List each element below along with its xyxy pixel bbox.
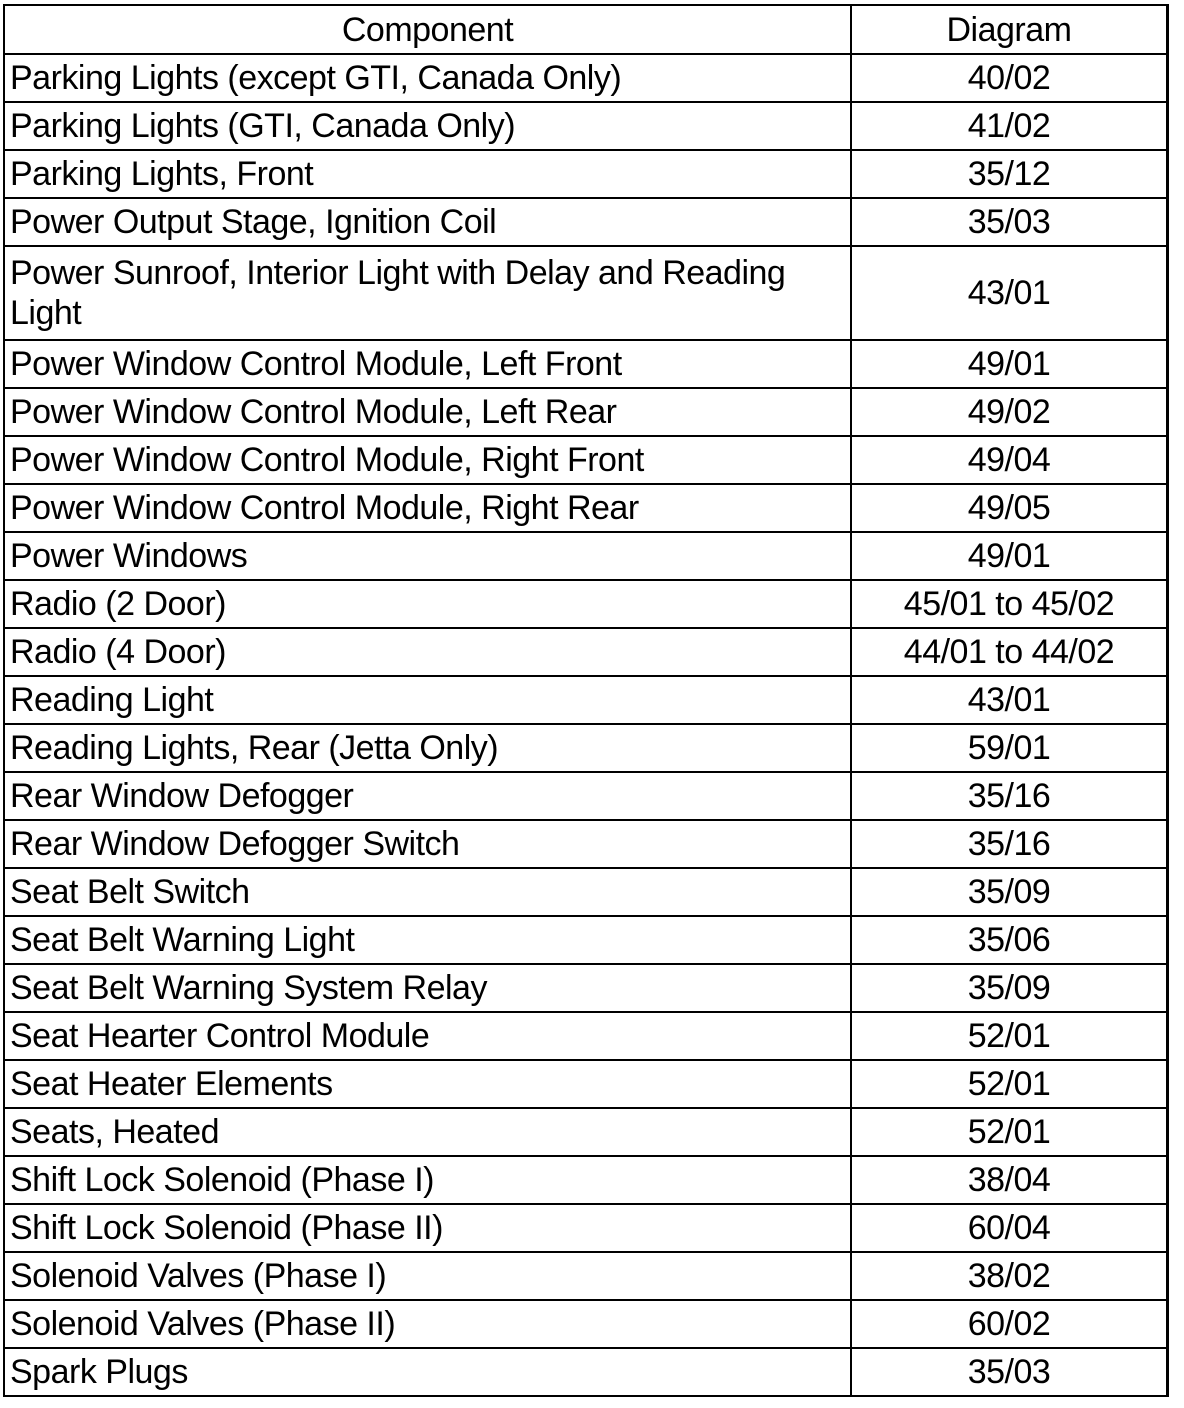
table-row	[4, 484, 1167, 532]
table-row	[4, 628, 1167, 676]
component-cell: Seat Belt Switch	[4, 868, 851, 916]
diagram-cell: 45/01 to 45/02	[851, 580, 1167, 628]
component-cell: Seats, Heated	[4, 1108, 851, 1156]
table-row	[4, 436, 1167, 484]
table-row	[4, 964, 1167, 1012]
component-cell: Seat Heater Elements	[4, 1060, 851, 1108]
component-cell: Power Window Control Module, Right Rear	[4, 484, 851, 532]
table-row	[4, 820, 1167, 868]
component-cell: Power Window Control Module, Right Front	[4, 436, 851, 484]
component-cell: Power Windows	[4, 532, 851, 580]
table-row	[4, 1204, 1167, 1252]
component-cell: Parking Lights (GTI, Canada Only)	[4, 102, 851, 150]
component-cell: Power Output Stage, Ignition Coil	[4, 198, 851, 246]
component-cell: Seat Hearter Control Module	[4, 1012, 851, 1060]
table-row	[4, 246, 1167, 340]
component-cell: Power Window Control Module, Left Front	[4, 340, 851, 388]
diagram-cell: 59/01	[851, 724, 1167, 772]
table-row	[4, 388, 1167, 436]
table-row	[4, 1156, 1167, 1204]
diagram-cell: 35/12	[851, 150, 1167, 198]
diagram-cell: 44/01 to 44/02	[851, 628, 1167, 676]
component-cell: Reading Light	[4, 676, 851, 724]
diagram-cell: 35/03	[851, 1348, 1167, 1396]
component-cell: Solenoid Valves (Phase II)	[4, 1300, 851, 1348]
diagram-cell: 35/09	[851, 964, 1167, 1012]
component-cell: Shift Lock Solenoid (Phase II)	[4, 1204, 851, 1252]
diagram-column-header: Diagram	[851, 5, 1167, 54]
component-cell: Radio (2 Door)	[4, 580, 851, 628]
table-row	[4, 1012, 1167, 1060]
table-row	[4, 676, 1167, 724]
diagram-cell: 49/01	[851, 340, 1167, 388]
table-row	[4, 1060, 1167, 1108]
component-cell: Seat Belt Warning Light	[4, 916, 851, 964]
table-row	[4, 916, 1167, 964]
diagram-cell: 49/04	[851, 436, 1167, 484]
table-row	[4, 1252, 1167, 1300]
table-body	[4, 54, 1167, 1396]
table-row	[4, 1300, 1167, 1348]
table-row	[4, 1108, 1167, 1156]
diagram-cell: 35/03	[851, 198, 1167, 246]
component-cell: Rear Window Defogger	[4, 772, 851, 820]
diagram-cell: 49/01	[851, 532, 1167, 580]
diagram-cell: 40/02	[851, 54, 1167, 102]
component-cell: Parking Lights (except GTI, Canada Only)	[4, 54, 851, 102]
component-cell: Reading Lights, Rear (Jetta Only)	[4, 724, 851, 772]
component-cell: Shift Lock Solenoid (Phase I)	[4, 1156, 851, 1204]
component-diagram-table	[3, 4, 1168, 1397]
diagram-cell: 49/02	[851, 388, 1167, 436]
table-row	[4, 54, 1167, 102]
table-row	[4, 198, 1167, 246]
component-cell: Spark Plugs	[4, 1348, 851, 1396]
diagram-cell: 35/16	[851, 820, 1167, 868]
table-row	[4, 102, 1167, 150]
component-cell: Radio (4 Door)	[4, 628, 851, 676]
table-row	[4, 868, 1167, 916]
table-row	[4, 580, 1167, 628]
diagram-cell: 52/01	[851, 1012, 1167, 1060]
diagram-cell: 43/01	[851, 246, 1167, 340]
diagram-cell: 35/06	[851, 916, 1167, 964]
diagram-cell: 60/02	[851, 1300, 1167, 1348]
diagram-cell: 38/04	[851, 1156, 1167, 1204]
component-column-header: Component	[4, 5, 851, 54]
diagram-cell: 35/16	[851, 772, 1167, 820]
diagram-cell: 43/01	[851, 676, 1167, 724]
component-cell: Parking Lights, Front	[4, 150, 851, 198]
table-row	[4, 724, 1167, 772]
table-header-row	[4, 5, 1167, 54]
component-cell: Power Window Control Module, Left Rear	[4, 388, 851, 436]
diagram-cell: 35/09	[851, 868, 1167, 916]
table-row	[4, 340, 1167, 388]
diagram-cell: 52/01	[851, 1108, 1167, 1156]
component-cell: Solenoid Valves (Phase I)	[4, 1252, 851, 1300]
diagram-cell: 41/02	[851, 102, 1167, 150]
diagram-cell: 38/02	[851, 1252, 1167, 1300]
table-row	[4, 150, 1167, 198]
diagram-cell: 49/05	[851, 484, 1167, 532]
component-cell: Rear Window Defogger Switch	[4, 820, 851, 868]
table-row	[4, 1348, 1167, 1396]
table-row	[4, 772, 1167, 820]
diagram-cell: 52/01	[851, 1060, 1167, 1108]
table-row	[4, 532, 1167, 580]
component-cell: Power Sunroof, Interior Light with Delay and Reading Light	[4, 246, 851, 340]
diagram-cell: 60/04	[851, 1204, 1167, 1252]
component-diagram-table-sheet	[3, 4, 1169, 1397]
component-cell: Seat Belt Warning System Relay	[4, 964, 851, 1012]
